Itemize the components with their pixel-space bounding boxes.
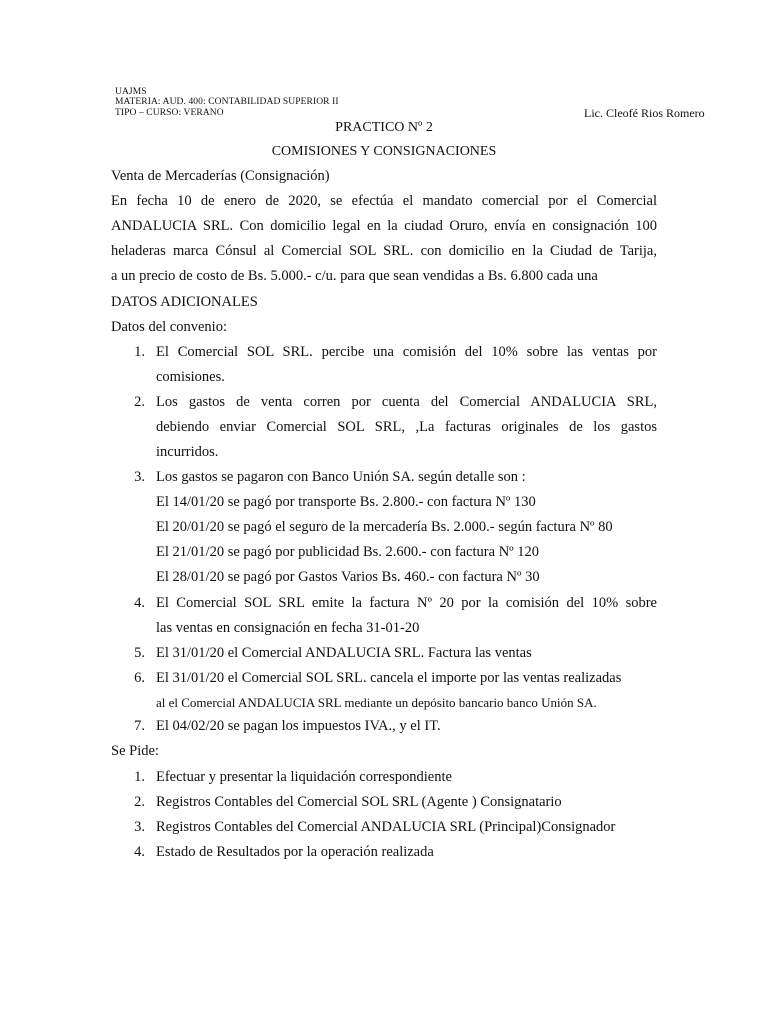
section-heading: Venta de Mercaderías (Consignación) xyxy=(111,168,330,184)
agreement-item-text: Los gastos se pagaron con Banco Unión SA. según detalle son : xyxy=(156,469,526,485)
agreement-item-text: Los gastos de venta corren por cuenta del Comercial ANDALUCIA SRL, xyxy=(156,394,657,410)
list-number: 5. xyxy=(134,645,145,661)
agreement-item-text: El 31/01/20 el Comercial SOL SRL. cancela el importe por las ventas realizadas xyxy=(156,670,622,686)
requested-item-text: Registros Contables del Comercial SOL SRL (Agente ) Consignatario xyxy=(156,794,562,810)
expense-detail-line: El 14/01/20 se pagó por transporte Bs. 2.800.- con factura Nº 130 xyxy=(156,494,536,510)
expense-detail-line: El 20/01/20 se pagó el seguro de la mercadería Bs. 2.000.- según factura Nº 80 xyxy=(156,519,613,535)
subject-label: MATERIA: AUD. 400: CONTABILIDAD SUPERIOR II xyxy=(115,97,339,107)
list-number: 1. xyxy=(134,769,145,785)
agreement-item-text: El Comercial SOL SRL. percibe una comisión del 10% sobre las ventas por xyxy=(156,344,657,360)
document-subtitle: COMISIONES Y CONSIGNACIONES xyxy=(271,144,497,159)
expense-detail-line: El 28/01/20 se pagó por Gastos Varios Bs. 460.- con factura Nº 30 xyxy=(156,569,540,585)
expense-detail-line: El 21/01/20 se pagó por publicidad Bs. 2.600.- con factura Nº 120 xyxy=(156,544,540,560)
list-number: 7. xyxy=(134,718,145,734)
requested-heading: Se Pide: xyxy=(111,743,159,759)
course-type-label: TIPO – CURSO: VERANO xyxy=(115,108,224,118)
agreement-item-text: debiendo enviar Comercial SOL SRL, ,La facturas originales de los gastos xyxy=(156,419,657,435)
agreement-item-text: El Comercial SOL SRL emite la factura Nº 20 por la comisión del 10% sobre xyxy=(156,595,657,611)
institution-label: UAJMS xyxy=(115,87,147,97)
requested-item-text: Estado de Resultados por la operación realizada xyxy=(156,844,434,860)
list-number: 4. xyxy=(134,844,145,860)
agreement-item-text: El 04/02/20 se pagan los impuestos IVA., y el IT. xyxy=(156,718,441,734)
additional-data-heading: DATOS ADICIONALES xyxy=(111,294,258,310)
list-number: 3. xyxy=(134,819,145,835)
agreement-heading: Datos del convenio: xyxy=(111,319,227,335)
list-number: 4. xyxy=(134,595,145,611)
lecturer-name: Lic. Cleofé Rios Romero xyxy=(584,106,705,120)
intro-line: a un precio de costo de Bs. 5.000.- c/u. para que sean vendidas a Bs. 6.800 cada una xyxy=(111,268,598,284)
intro-line: En fecha 10 de enero de 2020, se efectúa el mandato comercial por el Comercial xyxy=(111,193,657,209)
agreement-item-text: comisiones. xyxy=(156,369,225,385)
agreement-item-text: las ventas en consignación en fecha 31-01-20 xyxy=(156,620,420,636)
intro-line: ANDALUCIA SRL. Con domicilio legal en la ciudad Oruro, envía en consignación 100 xyxy=(111,218,657,234)
list-number: 3. xyxy=(134,469,145,485)
agreement-item-text: El 31/01/20 el Comercial ANDALUCIA SRL. Factura las ventas xyxy=(156,645,532,661)
intro-line: heladeras marca Cónsul al Comercial SOL SRL. con domicilio en la Ciudad de Tarija, xyxy=(111,243,657,259)
list-number: 2. xyxy=(134,794,145,810)
list-number: 2. xyxy=(134,394,145,410)
requested-item-text: Registros Contables del Comercial ANDALUCIA SRL (Principal)Consignador xyxy=(156,819,616,835)
document-title: PRACTICO Nº 2 xyxy=(335,120,433,135)
list-number: 6. xyxy=(134,670,145,686)
requested-item-text: Efectuar y presentar la liquidación correspondiente xyxy=(156,769,452,785)
agreement-item-text: incurridos. xyxy=(156,444,219,460)
list-number: 1. xyxy=(134,344,145,360)
agreement-item-text: al el Comercial ANDALUCIA SRL mediante un depósito bancario banco Unión SA. xyxy=(156,695,597,710)
